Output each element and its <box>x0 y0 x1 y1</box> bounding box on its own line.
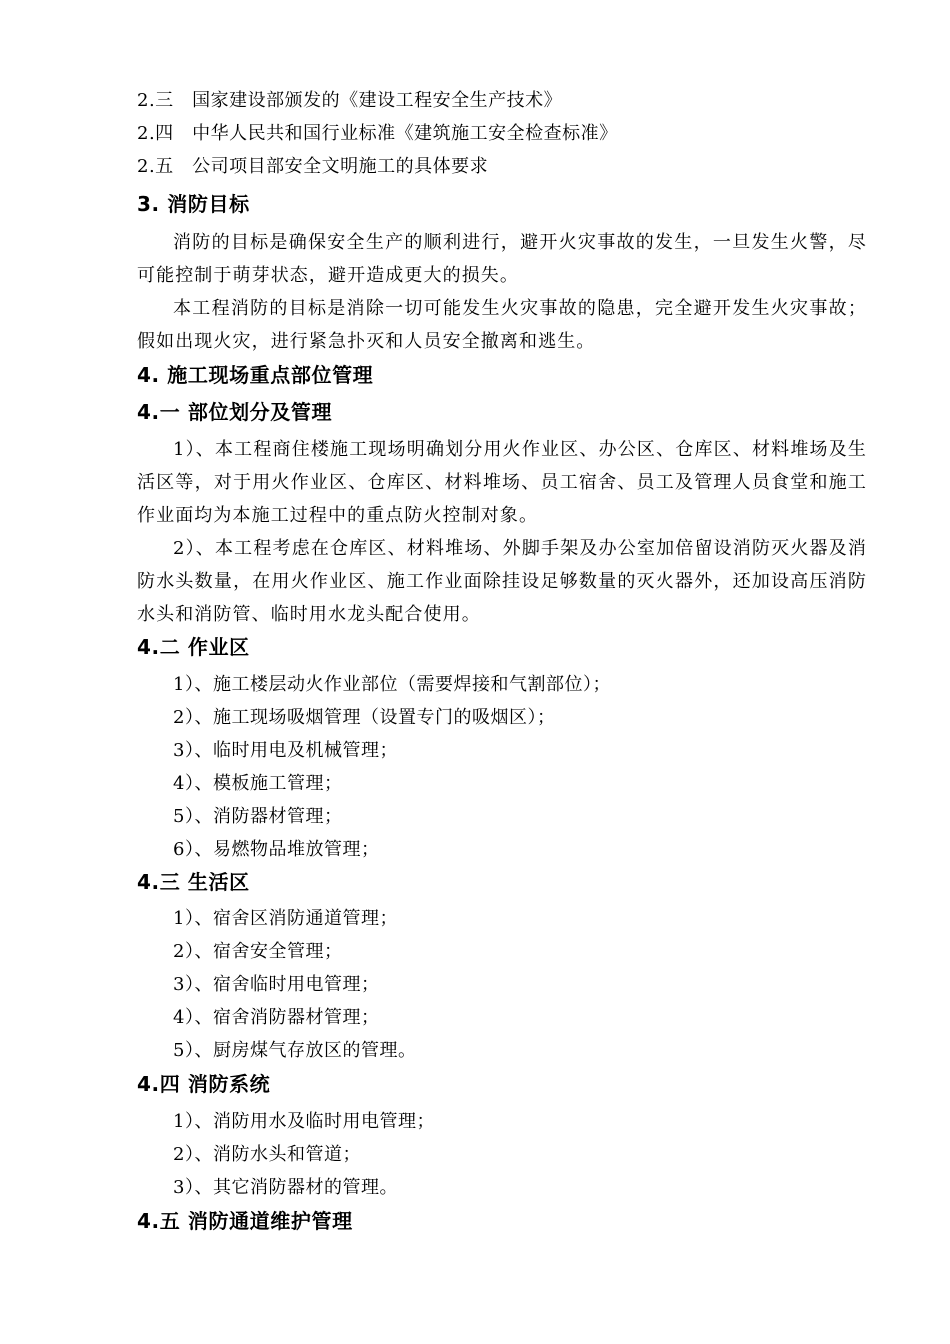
list-item: 1）、宿舍区消防通道管理； <box>173 908 398 929</box>
list-item: 2）、消防水头和管道； <box>173 1144 361 1165</box>
list-item: 1）、施工楼层动火作业部位（需要焊接和气割部位）； <box>173 674 611 695</box>
list-item: 1）、消防用水及临时用电管理； <box>173 1111 435 1132</box>
list-item: 2）、宿舍安全管理； <box>173 941 343 962</box>
list-item: 3）、临时用电及机械管理； <box>173 740 398 761</box>
section-heading-4-1: 4.一 部位划分及管理 <box>137 400 333 424</box>
section-heading-4-4: 4.四 消防系统 <box>137 1072 271 1096</box>
section-heading-4-3: 4.三 生活区 <box>137 870 250 894</box>
list-item: 2）、施工现场吸烟管理（设置专门的吸烟区）； <box>173 707 556 728</box>
reference-line-2-5: 2.五 公司项目部安全文明施工的具体要求 <box>137 156 489 177</box>
section-3-paragraph-2: 本工程消防的目标是消除一切可能发生火灾事故的隐患，完全避开发生火灾事故；假如出现火灾，进行紧急扑灭和人员安全撤离和逃生。 <box>137 298 867 352</box>
list-item: 4）、宿舍消防器材管理； <box>173 1007 380 1028</box>
section-4-1-paragraph-2: 2）、本工程考虑在仓库区、材料堆场、外脚手架及办公室加倍留设消防灭火器及消防水头数量，在用火作业区、施工作业面除挂设足够数量的灭火器外，还加设高压消防水头和消防管、临时用水龙头配合使用。 <box>137 538 867 625</box>
reference-line-2-3: 2.三 国家建设部颁发的《建设工程安全生产技术》 <box>137 90 563 111</box>
list-item: 3）、其它消防器材的管理。 <box>173 1177 398 1198</box>
list-item: 3）、宿舍临时用电管理； <box>173 974 380 995</box>
section-heading-4: 4. 施工现场重点部位管理 <box>137 363 374 387</box>
section-heading-4-2: 4.二 作业区 <box>137 635 250 659</box>
reference-line-2-4: 2.四 中华人民共和国行业标准《建筑施工安全检查标准》 <box>137 123 618 144</box>
section-4-1-paragraph-1: 1）、本工程商住楼施工现场明确划分用火作业区、办公区、仓库区、材料堆场及生活区等，对于用火作业区、仓库区、材料堆场、员工宿舍、员工及管理人员食堂和施工作业面均为本施工过程中的重点防火控制对象。 <box>137 439 867 526</box>
list-item: 5）、消防器材管理； <box>173 806 343 827</box>
section-heading-4-5: 4.五 消防通道维护管理 <box>137 1209 353 1233</box>
section-heading-3: 3. 消防目标 <box>137 192 250 216</box>
list-item: 6）、易燃物品堆放管理； <box>173 839 380 860</box>
list-item: 5）、厨房煤气存放区的管理。 <box>173 1040 417 1061</box>
section-3-paragraph-1: 消防的目标是确保安全生产的顺利进行，避开火灾事故的发生，一旦发生火警，尽可能控制于萌芽状态，避开造成更大的损失。 <box>137 232 867 286</box>
list-item: 4）、模板施工管理； <box>173 773 343 794</box>
